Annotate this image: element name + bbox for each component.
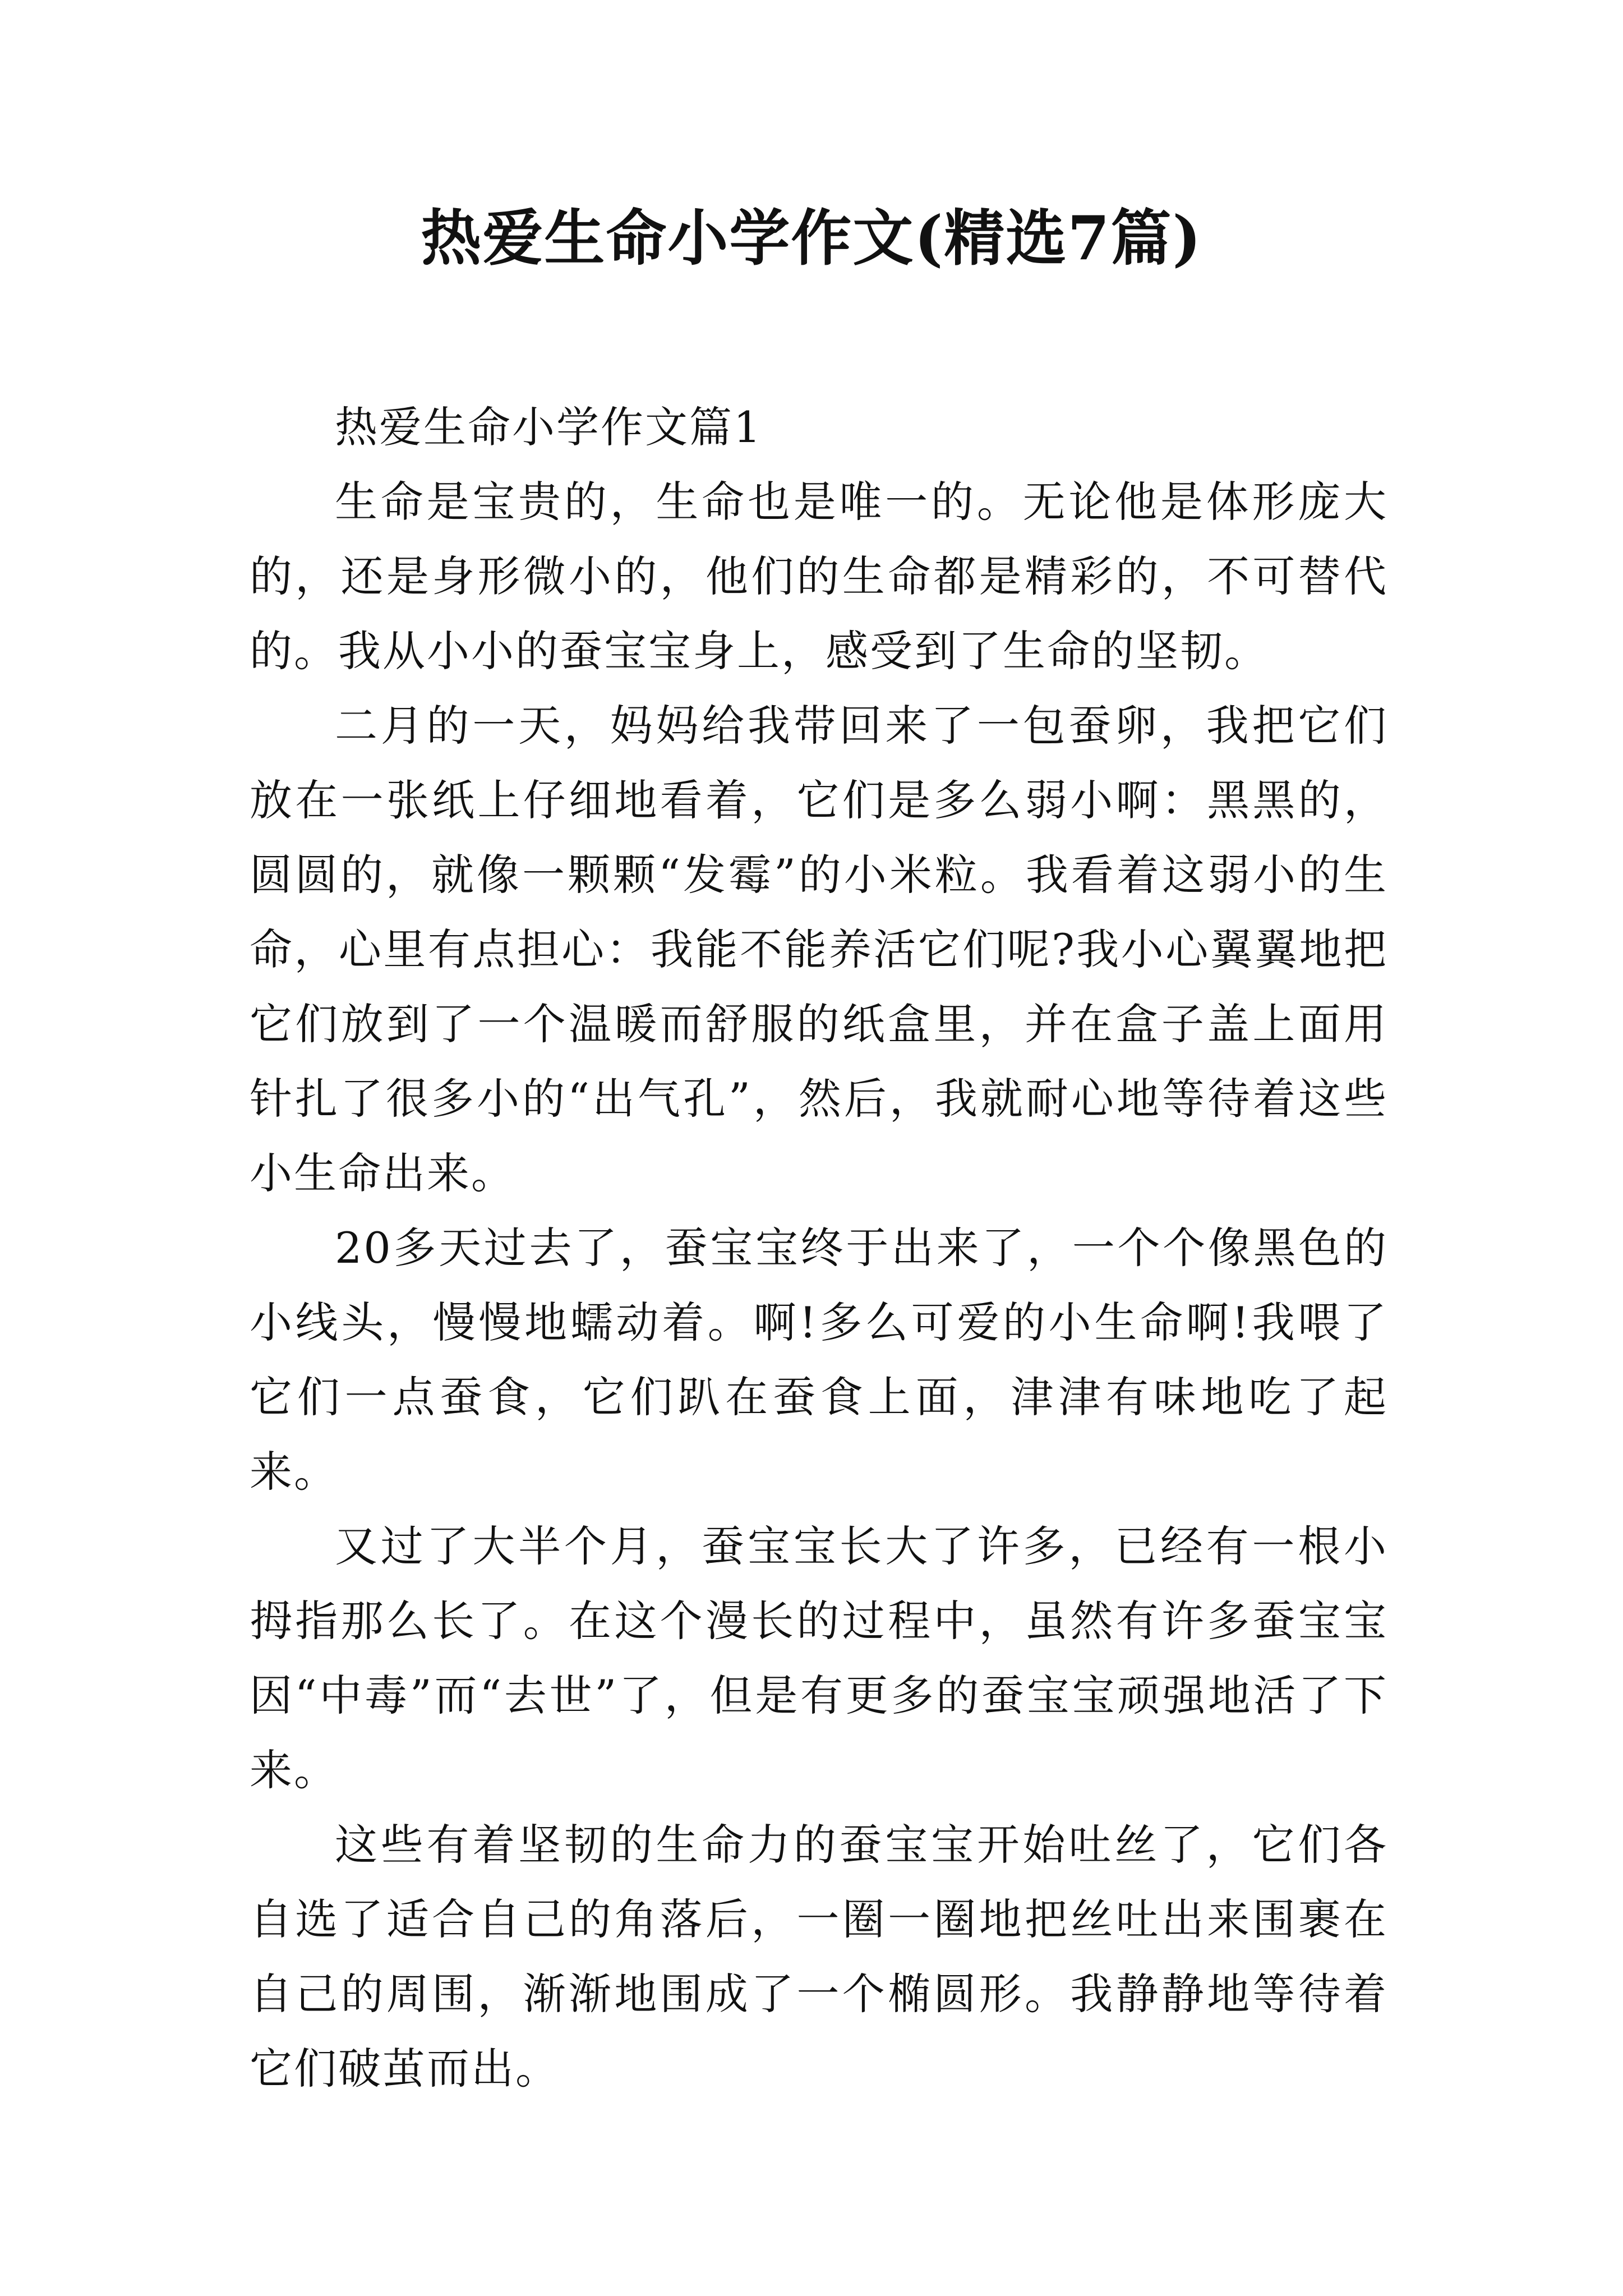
document-body bbox=[250, 390, 1388, 2106]
section-heading: 热爱生命小学作文篇1 bbox=[335, 402, 763, 452]
document-title: 热爱生命小学作文(精选7篇) bbox=[421, 203, 1202, 274]
paragraph-5: 这些有着坚韧的生命力的蚕宝宝开始吐丝了，它们各自选了适合自己的角落后，一圈一圈地把丝吐出来围裹在自己的周围，渐渐地围成了一个椭圆形。我静静地等待着它们破茧而出。 bbox=[250, 1820, 1388, 2093]
paragraph-1: 生命是宝贵的，生命也是唯一的。无论他是体形庞大的，还是身形微小的，他们的生命都是精彩的，不可替代的。我从小小的蚕宝宝身上，感受到了生命的坚韧。 bbox=[250, 477, 1388, 676]
paragraph-3: 20多天过去了，蚕宝宝终于出来了，一个个像黑色的小线头，慢慢地蠕动着。啊!多么可爱的小生命啊!我喂了它们一点蚕食，它们趴在蚕食上面，津津有味地吃了起来。 bbox=[250, 1223, 1388, 1497]
paragraph-4: 又过了大半个月，蚕宝宝长大了许多，已经有一根小拇指那么长了。在这个漫长的过程中，虽然有许多蚕宝宝因“中毒”而“去世”了，但是有更多的蚕宝宝顽强地活了下来。 bbox=[250, 1521, 1388, 1795]
paragraph-2: 二月的一天，妈妈给我带回来了一包蚕卵，我把它们放在一张纸上仔细地看着，它们是多么弱小啊：黑黑的，圆圆的，就像一颗颗“发霉”的小米粒。我看着这弱小的生命，心里有点担心：我能不能养活它们呢?我小心翼翼地把它们放到了一个温暖而舒服的纸盒里，并在盒子盖上面用针扎了很多小的“出气孔”，然后，我就耐心地等待着这些小生命出来。 bbox=[250, 701, 1388, 1198]
